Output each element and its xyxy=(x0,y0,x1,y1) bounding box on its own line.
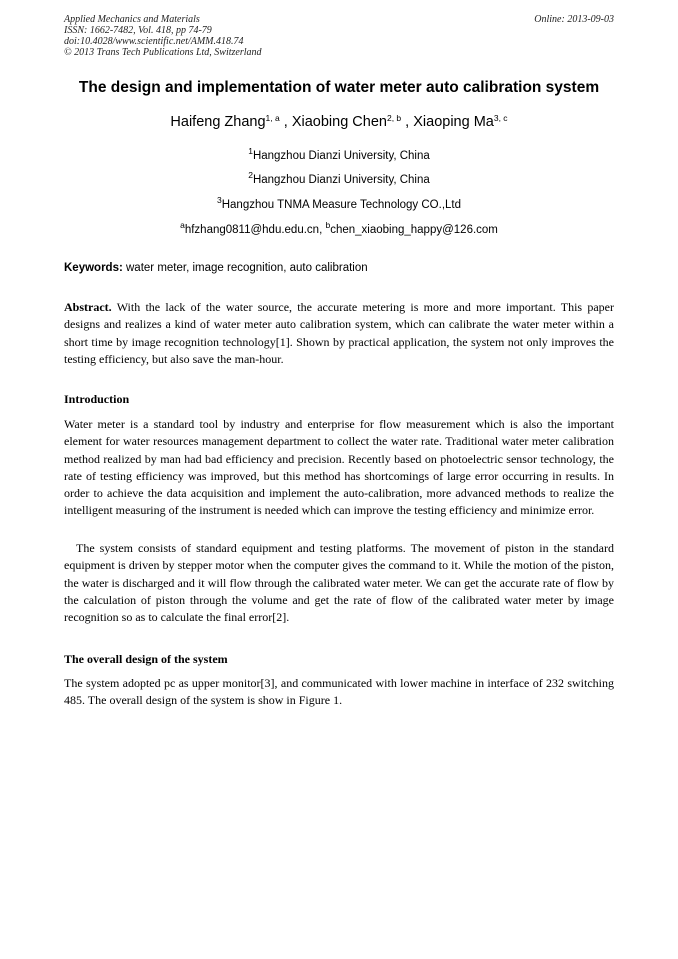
affiliation-text: Hangzhou TNMA Measure Technology CO.,Ltd xyxy=(221,199,462,211)
paper-title: The design and implementation of water meter auto calibration system xyxy=(78,79,600,96)
affiliation-text: Hangzhou Dianzi University, China xyxy=(252,150,430,162)
email-address[interactable]: hfzhang0811@hdu.edu.cn, xyxy=(184,224,323,236)
section-heading-overall-design: The overall design of the system xyxy=(64,652,228,666)
author-sup: 3, c xyxy=(493,113,508,123)
section-heading-introduction: Introduction xyxy=(64,392,130,406)
email-address[interactable]: chen_xiaobing_happy@126.com xyxy=(330,224,498,236)
author-separator: , xyxy=(401,114,414,130)
online-date: Online: 2013-09-03 xyxy=(534,14,614,25)
journal-name: Applied Mechanics and Materials xyxy=(64,14,200,25)
affiliation-text: Hangzhou Dianzi University, China xyxy=(252,174,430,186)
author-list xyxy=(0,114,678,130)
keywords xyxy=(64,262,614,274)
email-sup: a xyxy=(180,220,185,230)
abstract xyxy=(64,299,614,368)
author-sup: 1, a xyxy=(265,113,280,123)
author-sup: 2, b xyxy=(386,113,402,123)
author-name: Xiaobing Chen xyxy=(291,114,387,130)
keywords-text: water meter, image recognition, auto calibration xyxy=(126,262,368,274)
affiliation-sup: 2 xyxy=(248,170,253,180)
keywords-label: Keywords: xyxy=(64,262,123,274)
abstract-label: Abstract. xyxy=(64,300,112,314)
email-line xyxy=(0,220,678,236)
author-name: Haifeng Zhang xyxy=(170,114,266,130)
email-sup: b xyxy=(325,220,331,230)
author-separator: , xyxy=(279,114,292,130)
intro-paragraph-1: Water meter is a standard tool by industry and enterprise for flow measurement which is also the important element for water resources management department to collect the water rate. Traditional water meter calibration method realized by man had bad efficiency and precision. Recently based on photoelectric sensor technology, the rate of testing efficiency was improved, but this method has shortcomings of large error occurring in results. In order to achieve the data acquisition and implement the auto-calibration, more advanced methods to realize the intelligent measuring of the instrument is needed which can improve the testing efficiency and minimize error. xyxy=(64,417,614,518)
doi-line[interactable]: doi:10.4028/www.scientific.net/AMM.418.74 xyxy=(64,36,244,47)
overall-design-paragraph: The system adopted pc as upper monitor[3], and communicated with lower machine in interface of 232 switching 485. The overall design of the system is show in Figure 1. xyxy=(64,676,614,708)
author-name: Xiaoping Ma xyxy=(413,114,494,130)
affiliation xyxy=(0,195,678,211)
abstract-text: With the lack of the water source, the accurate metering is more and more important. This paper designs and realizes a kind of water meter auto calibration system, which can calibrate the water meter within a short time by image recognition technology[1]. Shown by practical application, the system not only improves the testing efficiency, but also save the man-hour. xyxy=(64,300,614,366)
copyright-line: © 2013 Trans Tech Publications Ltd, Switzerland xyxy=(64,47,262,58)
issn-line: ISSN: 1662-7482, Vol. 418, pp 74-79 xyxy=(64,25,212,36)
affiliation xyxy=(0,170,678,186)
intro-paragraph-2: The system consists of standard equipment and testing platforms. The movement of piston in the standard equipment is driven by stepper motor when the computer gives the command to it. While the motion of the piston, the water is discharged and it will flow through the calibrated water meter. We can get the accurate rate of flow by the calculation of piston through the volume and get the rate of flow of the calibrated water meter by image recognition so as to calculate the final error[2]. xyxy=(64,541,614,625)
journal-header xyxy=(64,14,614,58)
affiliation xyxy=(0,146,678,162)
affiliation-sup: 1 xyxy=(248,146,253,156)
affiliation-sup: 3 xyxy=(216,195,222,205)
